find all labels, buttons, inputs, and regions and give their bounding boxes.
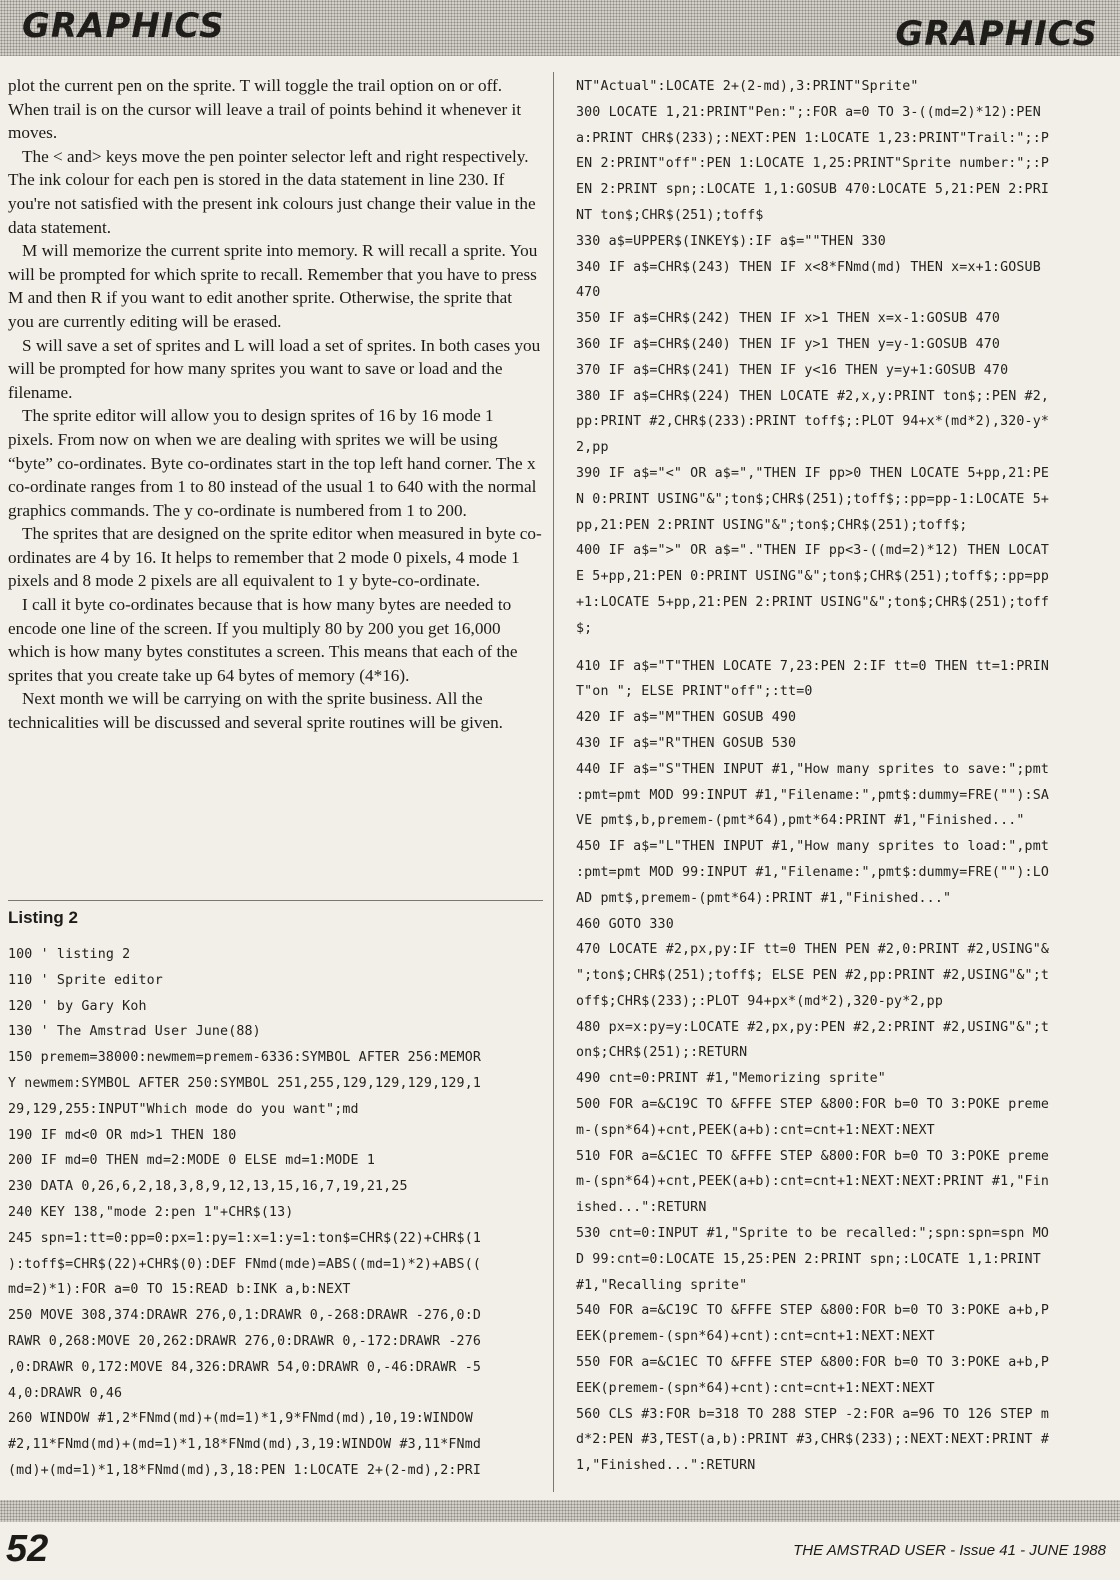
code-line: 230 DATA 0,26,6,2,18,3,8,9,12,13,15,16,7,19,21,25 [8,1179,408,1195]
code-line: 430 IF a$="R"THEN GOSUB 530 [576,735,797,751]
code-line: EEK(premem-(spn*64)+cnt):cnt=cnt+1:NEXT:NEXT [576,1329,935,1345]
code-listing-right [576,74,1112,1479]
code-line: 460 GOTO 330 [576,916,674,932]
code-line: 1,"Finished...":RETURN [576,1458,756,1474]
code-line: ished...":RETURN [576,1200,707,1216]
code-line: 100 ' listing 2 [8,947,131,962]
code-line: NT ton$;CHR$(251);toff$ [576,207,764,223]
code-line: m-(spn*64)+cnt,PEEK(a+b):cnt=cnt+1:NEXT:NEXT:PRINT #1,"Fin [576,1174,1050,1190]
article-paragraph: The sprites that are designed on the sprite editor when measured in byte co-ordinates are 4 by 16. It helps to remember that 2 mode 0 pixels, 4 mode 1 pixels and 8 mode 2 pixels are all equivalent to 1 y byte-co-ordinate. [8,524,542,591]
code-line: D 99:cnt=0:LOCATE 15,25:PEN 2:PRINT spn;:LOCATE 1,1:PRINT [576,1251,1041,1267]
code-line: AD pmt$,premem-(pmt*64):PRINT #1,"Finished..." [576,890,952,906]
section-title-right: GRAPHICS [895,14,1098,54]
code-line: 240 KEY 138,"mode 2:pen 1"+CHR$(13) [8,1204,294,1220]
code-line: NT"Actual":LOCATE 2+(2-md),3:PRINT"Sprite" [576,79,919,94]
code-line: #2,11*FNmd(md)+(md=1)*1,18*FNmd(md),3,19:WINDOW #3,11*FNmd [8,1437,482,1453]
publication-info: THE AMSTRAD USER - Issue 41 - JUNE 1988 [793,1542,1106,1559]
code-line: 370 IF a$=CHR$(241) THEN IF y<16 THEN y=y+1:GOSUB 470 [576,362,1009,378]
code-line: E 5+pp,21:PEN 0:PRINT USING"&";ton$;CHR$(251);toff$;:pp=pp [576,569,1050,585]
code-line: off$;CHR$(233);:PLOT 94+px*(md*2),320-py*2,pp [576,993,943,1009]
code-line: 110 ' Sprite editor [8,972,163,988]
code-line: 150 premem=38000:newmem=premem-6336:SYMBOL AFTER 256:MEMOR [8,1050,482,1066]
code-line: 420 IF a$="M"THEN GOSUB 490 [576,710,797,726]
column-divider [553,72,554,1492]
code-line: 250 MOVE 308,374:DRAWR 276,0,1:DRAWR 0,-268:DRAWR -276,0:D [8,1308,482,1324]
article-paragraph: The < and> keys move the pen pointer selector left and right respectively. The ink colour for each pen is stored in the data statement in line 230. If you're not satisfied with the present ink colours just change their value in the data statement. [8,146,536,237]
code-line: Y newmem:SYMBOL AFTER 250:SYMBOL 251,255,129,129,129,129,1 [8,1075,482,1091]
code-line: 245 spn=1:tt=0:pp=0:px=1:py=1:x=1:y=1:ton$=CHR$(22)+CHR$(1 [8,1230,482,1246]
code-line: 400 IF a$=">" OR a$="."THEN IF pp<3-((md=2)*12) THEN LOCAT [576,543,1050,559]
code-line: 380 IF a$=CHR$(224) THEN LOCATE #2,x,y:PRINT ton$;:PEN #2, [576,388,1050,404]
article-paragraph: M will memorize the current sprite into memory. R will recall a sprite. You will be prompted for which sprite to recall. Remember that you have to press M and then R if you want to edit another sprite. Otherwise, the sprite that you are currently editing will be erased. [8,241,538,331]
code-line: 330 a$=UPPER$(INKEY$):IF a$=""THEN 330 [576,233,886,249]
code-line: 410 IF a$="T"THEN LOCATE 7,23:PEN 2:IF tt=0 THEN tt=1:PRIN [576,658,1050,674]
header-banner [0,0,1120,56]
code-line: 550 FOR a=&C1EC TO &FFFE STEP &800:FOR b=0 TO 3:POKE a+b,P [576,1355,1050,1371]
code-line: 360 IF a$=CHR$(240) THEN IF y>1 THEN y=y-1:GOSUB 470 [576,336,1001,352]
code-line: 29,129,255:INPUT"Which mode do you want";md [8,1101,359,1117]
code-line: pp,21:PEN 2:PRINT USING"&";ton$;CHR$(251);toff$; [576,517,968,533]
code-line: ,0:DRAWR 0,172:MOVE 84,326:DRAWR 54,0:DRAWR 0,-46:DRAWR -5 [8,1359,482,1375]
code-line: $; [576,620,593,636]
code-line: 470 [576,285,601,301]
footer-band [0,1500,1120,1522]
code-line: 200 IF md=0 THEN md=2:MODE 0 ELSE md=1:MODE 1 [8,1153,375,1169]
code-line: +1:LOCATE 5+pp,21:PEN 2:PRINT USING"&";ton$;CHR$(251);toff [576,594,1050,610]
code-line: (md)+(md=1)*1,18*FNmd(md),3,18:PEN 1:LOCATE 2+(2-md),2:PRI [8,1462,482,1478]
code-line: 450 IF a$="L"THEN INPUT #1,"How many sprites to load:",pmt [576,839,1050,855]
code-line: ):toff$=CHR$(22)+CHR$(0):DEF FNmd(mde)=ABS((md=1)*2)+ABS(( [8,1256,482,1272]
listing-heading: Listing 2 [8,908,78,927]
code-line: 490 cnt=0:PRINT #1,"Memorizing sprite" [576,1071,886,1087]
article-paragraph: plot the current pen on the sprite. T will toggle the trail option on or off. When trail is on the cursor will leave a trail of points behind it whenever it moves. [8,76,522,143]
code-line: 260 WINDOW #1,2*FNmd(md)+(md=1)*1,9*FNmd(md),10,19:WINDOW [8,1411,473,1427]
code-line: 390 IF a$="<" OR a$=","THEN IF pp>0 THEN LOCATE 5+pp,21:PE [576,465,1050,481]
code-line: N 0:PRINT USING"&";ton$;CHR$(251);toff$;:pp=pp-1:LOCATE 5+ [576,491,1050,507]
code-line: EEK(premem-(spn*64)+cnt):cnt=cnt+1:NEXT:NEXT [576,1380,935,1396]
article-paragraph: Next month we will be carrying on with the sprite business. All the technicalities will be discussed and several sprite routines will be given. [8,689,503,733]
code-line: pp:PRINT #2,CHR$(233):PRINT toff$;:PLOT 94+x*(md*2),320-y* [576,414,1050,430]
code-line: 130 ' The Amstrad User June(88) [8,1024,261,1040]
code-line: 500 FOR a=&C19C TO &FFFE STEP &800:FOR b=0 TO 3:POKE preme [576,1097,1050,1113]
code-line: :pmt=pmt MOD 99:INPUT #1,"Filename:",pmt$:dummy=FRE(""):SA [576,787,1050,803]
code-line: on$;CHR$(251);:RETURN [576,1045,748,1061]
code-line: 440 IF a$="S"THEN INPUT #1,"How many sprites to save:";pmt [576,761,1050,777]
code-line: #1,"Recalling sprite" [576,1277,748,1293]
article-paragraph: I call it byte co-ordinates because that is how many bytes are needed to encode one line of the screen. If you multiply 80 by 200 you get 16,000 which is how many bytes constitutes a screen. This means that each of the sprites that you create take up 64 bytes of memory (4*16). [8,595,518,685]
code-line: 120 ' by Gary Koh [8,998,147,1014]
code-line: ";ton$;CHR$(251);toff$; ELSE PEN #2,pp:PRINT #2,USING"&";t [576,968,1050,984]
code-line: a:PRINT CHR$(233);:NEXT:PEN 1:LOCATE 1,23:PRINT"Trail:";:P [576,130,1050,146]
code-line: m-(spn*64)+cnt,PEEK(a+b):cnt=cnt+1:NEXT:NEXT [576,1122,935,1138]
code-line: VE pmt$,b,premem-(pmt*64),pmt*64:PRINT #1,"Finished..." [576,813,1025,829]
code-listing-left [8,942,548,1484]
code-line: T"on "; ELSE PRINT"off";:tt=0 [576,684,813,700]
code-line: 2,pp [576,440,609,456]
article-body [8,74,542,735]
code-line: 530 cnt=0:INPUT #1,"Sprite to be recalled:";spn:spn=spn MO [576,1226,1050,1242]
code-line [576,642,1112,654]
code-line: 560 CLS #3:FOR b=318 TO 288 STEP -2:FOR a=96 TO 126 STEP m [576,1406,1050,1422]
code-line: 190 IF md<0 OR md>1 THEN 180 [8,1127,237,1143]
article-paragraph: S will save a set of sprites and L will load a set of sprites. In both cases you will be prompted for how many sprites you want to save or load and the filename. [8,335,541,402]
code-line: 470 LOCATE #2,px,py:IF tt=0 THEN PEN #2,0:PRINT #2,USING"& [576,942,1050,958]
code-line: md=2)*1):FOR a=0 TO 15:READ b:INK a,b:NEXT [8,1282,351,1298]
code-line: 300 LOCATE 1,21:PRINT"Pen:";:FOR a=0 TO 3-((md=2)*12):PEN [576,104,1041,120]
code-line: 340 IF a$=CHR$(243) THEN IF x<8*FNmd(md) THEN x=x+1:GOSUB [576,259,1041,275]
code-line: EN 2:PRINT"off":PEN 1:LOCATE 1,25:PRINT"Sprite number:";:P [576,156,1050,172]
code-line: d*2:PEN #3,TEST(a,b):PRINT #3,CHR$(233);:NEXT:NEXT:PRINT # [576,1432,1050,1448]
page-number: 52 [6,1528,49,1570]
section-title-left: GRAPHICS [22,6,225,46]
code-line: 4,0:DRAWR 0,46 [8,1385,123,1401]
article-paragraph: The sprite editor will allow you to design sprites of 16 by 16 mode 1 pixels. From now on when we are dealing with sprites we will be using “byte” co-ordinates. Byte co-ordinates start in the top left hand corner. The x co-ordinate ranges from 1 to 80 instead of the usual 1 to 640 with the normal graphics commands. The y co-ordinate is numbered from 1 to 200. [8,406,537,520]
code-line: 510 FOR a=&C1EC TO &FFFE STEP &800:FOR b=0 TO 3:POKE preme [576,1148,1050,1164]
code-line: 480 px=x:py=y:LOCATE #2,px,py:PEN #2,2:PRINT #2,USING"&";t [576,1019,1050,1035]
listing-divider [8,900,543,901]
code-line: EN 2:PRINT spn;:LOCATE 1,1:GOSUB 470:LOCATE 5,21:PEN 2:PRI [576,182,1050,198]
code-line: RAWR 0,268:MOVE 20,262:DRAWR 276,0:DRAWR 0,-172:DRAWR -276 [8,1333,482,1349]
code-line: 540 FOR a=&C19C TO &FFFE STEP &800:FOR b=0 TO 3:POKE a+b,P [576,1303,1050,1319]
code-line: :pmt=pmt MOD 99:INPUT #1,"Filename:",pmt$:dummy=FRE(""):LO [576,864,1050,880]
code-line: 350 IF a$=CHR$(242) THEN IF x>1 THEN x=x-1:GOSUB 470 [576,311,1001,327]
